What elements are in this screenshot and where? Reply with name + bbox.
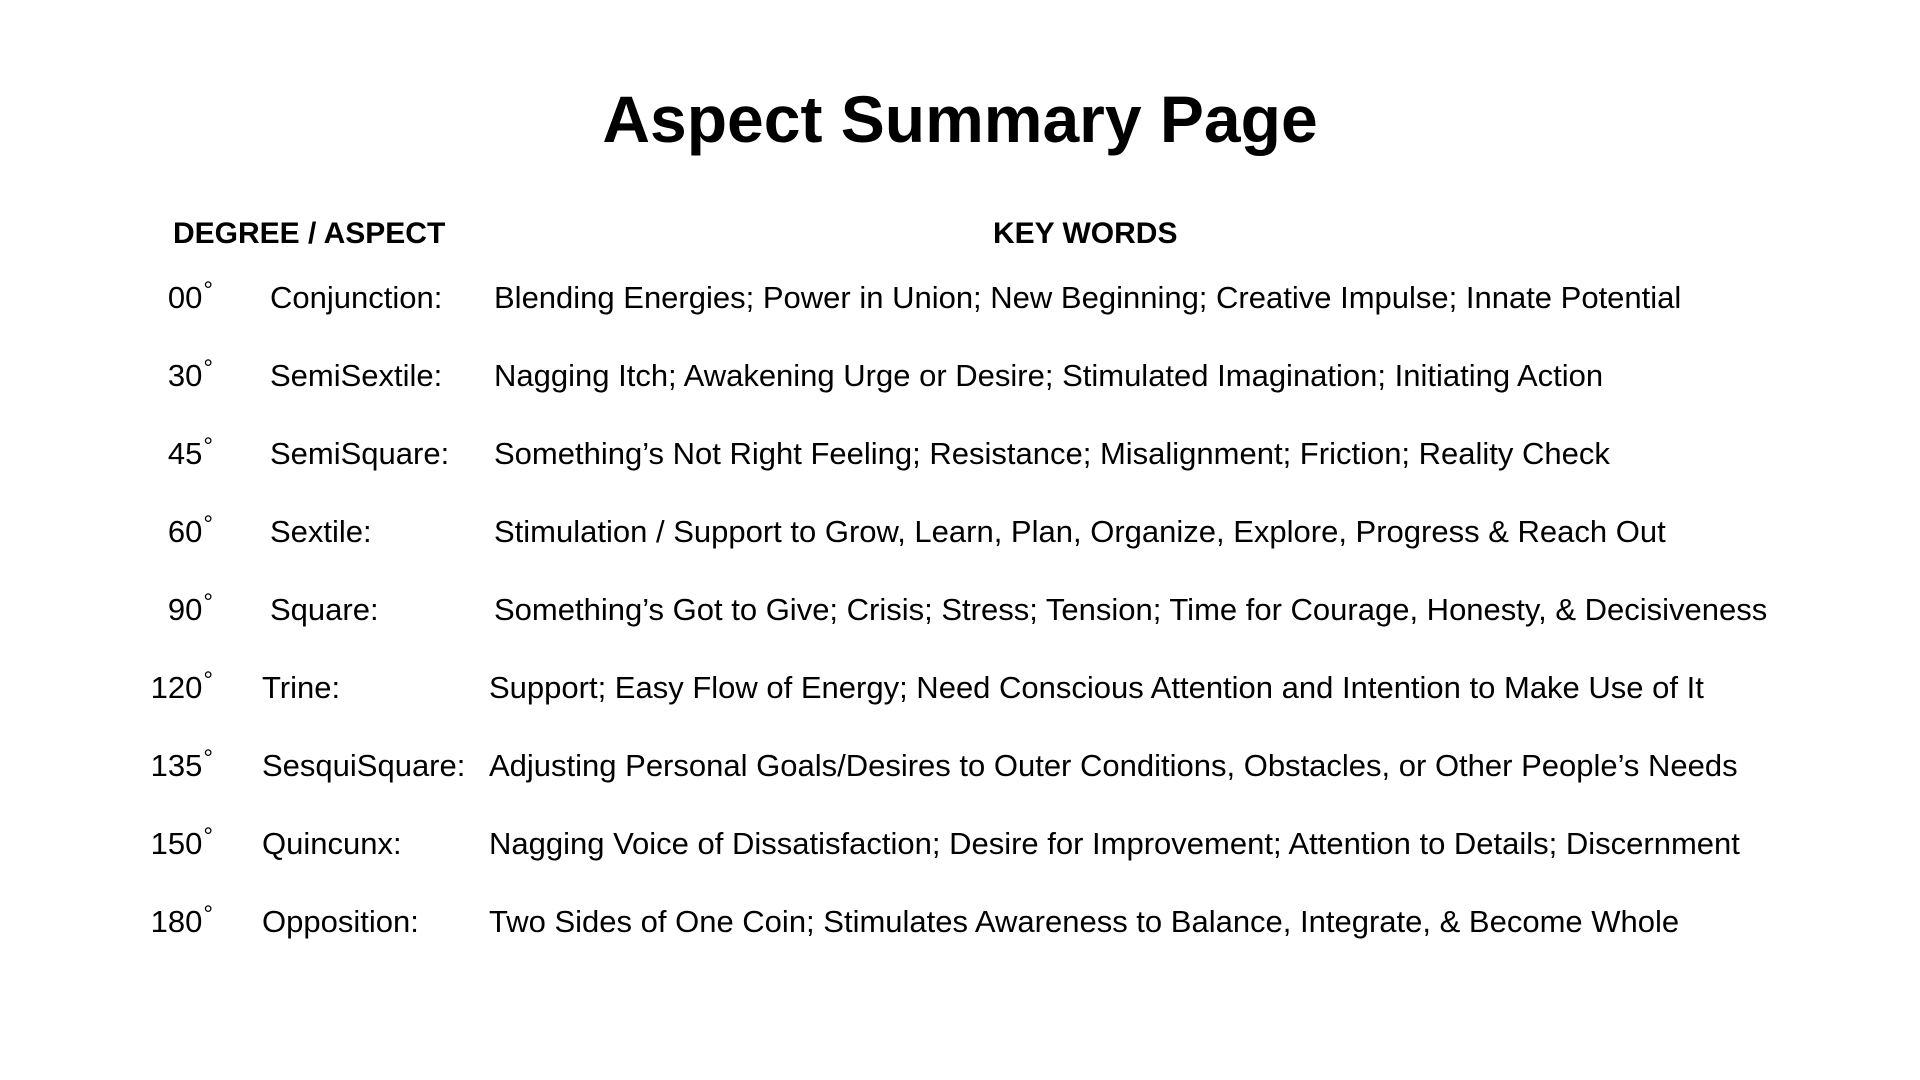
aspect-keywords: Nagging Voice of Dissatisfaction; Desire for Improvement; Attention to Details; Discernment	[489, 826, 1740, 861]
aspect-degree: 180°	[150, 901, 213, 939]
aspect-name: Conjunction:	[270, 280, 443, 315]
aspect-name: SemiSextile:	[270, 358, 443, 393]
aspect-name: SesquiSquare:	[262, 748, 466, 783]
degree-symbol: °	[203, 355, 213, 382]
degree-symbol: °	[203, 823, 213, 850]
aspect-row-opposition	[0, 900, 1920, 944]
aspect-keywords: Adjusting Personal Goals/Desires to Outer Conditions, Obstacles, or Other People’s Needs	[489, 748, 1738, 783]
degree-symbol: °	[203, 745, 213, 772]
aspect-degree: 30°	[167, 355, 213, 393]
degree-symbol: °	[203, 277, 213, 304]
degree-symbol: °	[203, 433, 213, 460]
aspect-degree: 00°	[167, 277, 213, 315]
aspect-degree: 135°	[150, 745, 213, 783]
aspect-keywords: Two Sides of One Coin; Stimulates Awareness to Balance, Integrate, & Become Whole	[489, 904, 1680, 939]
aspect-row-trine	[0, 666, 1920, 710]
aspect-name: Quincunx:	[262, 826, 402, 861]
page-title: Aspect Summary Page	[602, 82, 1318, 156]
aspect-degree: 60°	[167, 511, 213, 549]
aspect-row-semisquare	[0, 432, 1920, 476]
aspect-degree: 45°	[167, 433, 213, 471]
aspect-degree: 150°	[150, 823, 213, 861]
degree-symbol: °	[203, 667, 213, 694]
aspect-row-sextile	[0, 510, 1920, 554]
aspect-degree: 120°	[150, 667, 213, 705]
aspect-row-square	[0, 588, 1920, 632]
aspect-keywords: Something’s Not Right Feeling; Resistance; Misalignment; Friction; Reality Check	[494, 436, 1610, 471]
aspect-keywords: Support; Easy Flow of Energy; Need Conscious Attention and Intention to Make Use of It	[489, 670, 1704, 705]
degree-symbol: °	[203, 901, 213, 928]
aspect-name: Sextile:	[270, 514, 372, 549]
aspect-keywords: Nagging Itch; Awakening Urge or Desire; Stimulated Imagination; Initiating Action	[494, 358, 1604, 393]
column-header-degree-aspect: DEGREE / ASPECT	[173, 217, 446, 250]
aspect-name: Trine:	[262, 670, 341, 705]
degree-symbol: °	[203, 589, 213, 616]
aspect-keywords: Something’s Got to Give; Crisis; Stress; Tension; Time for Courage, Honesty, & Decisiveness	[494, 592, 1768, 627]
aspect-name: Square:	[270, 592, 379, 627]
column-header-key-words: KEY WORDS	[993, 217, 1178, 250]
aspect-keywords: Stimulation / Support to Grow, Learn, Plan, Organize, Explore, Progress & Reach Out	[494, 514, 1666, 549]
degree-symbol: °	[203, 511, 213, 538]
aspect-degree: 90°	[167, 589, 213, 627]
aspect-row-conjunction	[0, 276, 1920, 320]
aspect-row-sesquisquare	[0, 744, 1920, 788]
aspect-row-quincunx	[0, 822, 1920, 866]
aspect-name: Opposition:	[262, 904, 419, 939]
aspect-row-semisextile	[0, 354, 1920, 398]
aspect-keywords: Blending Energies; Power in Union; New Beginning; Creative Impulse; Innate Potential	[494, 280, 1682, 315]
aspect-name: SemiSquare:	[270, 436, 450, 471]
